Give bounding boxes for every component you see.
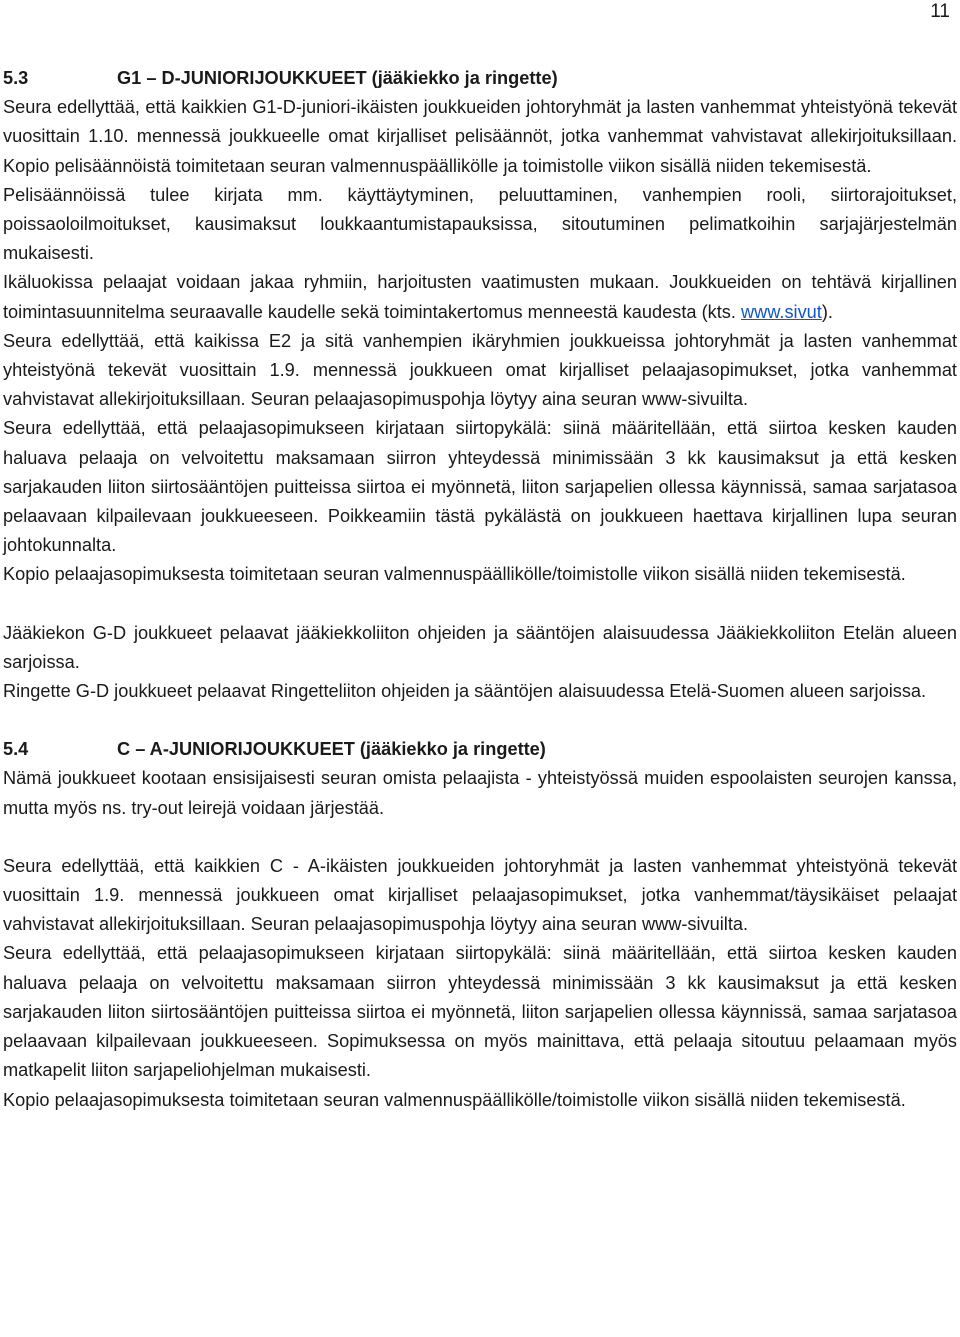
spacer: [3, 706, 957, 735]
paragraph: Pelisäännöissä tulee kirjata mm. käyttäytyminen, peluuttaminen, vanhempien rooli, siirtorajoitukset, poissaoloilmoitukset, kausimaksut loukkaantumistapauksissa, sitoutuminen pelimatkoihin sarjajärjestelmän mukaisesti.: [3, 184, 957, 264]
paragraph: Jääkiekon G-D joukkueet pelaavat jääkiekkoliiton ohjeiden ja sääntöjen alaisuudessa Jääkiekkoliiton Etelän alueen sarjoissa.: [3, 622, 957, 672]
paragraph: [3, 268, 957, 326]
spacer: [3, 590, 957, 619]
paragraph: Kopio pelaajasopimuksesta toimitetaan seuran valmennuspäällikölle/toimistolle viikon sisällä niiden tekemisestä.: [3, 564, 906, 585]
paragraph: Kopio pelaajasopimuksesta toimitetaan seuran valmennuspäällikölle/toimistolle viikon sisällä niiden tekemisestä.: [3, 1089, 906, 1110]
paragraph: Seura edellyttää, että kaikkien G1-D-juniori-ikäisten joukkueiden johtoryhmät ja lasten vanhemmat yhteistyönä tekevät vuosittain 1.10. mennessä joukkueelle omat kirjalliset pelisäännöt, jotka vanhemmat vahvistavat allekirjoituksillaan. Kopio pelisäännöistä toimitetaan seuran valmennuspäällikölle ja toimistolle viikon sisällä niiden tekemisestä.: [3, 97, 957, 176]
page-number: 11: [930, 1, 950, 22]
document-body: [3, 64, 957, 1115]
paragraph-text: Ikäluokissa pelaajat voidaan jakaa ryhmiin, harjoitusten vaatimusten mukaan. Joukkueiden on tehtävä kirjallinen toimintasuunnitelma seuraavalle kaudelle sekä toimintakertomus menneestä kaudesta (kts.: [3, 272, 957, 322]
spacer: [3, 823, 957, 852]
section-number: 5.3: [3, 68, 29, 88]
section-title: G1 – D-JUNIORIJOUKKUEET (jääkiekko ja ringette): [117, 68, 558, 88]
paragraph: Seura edellyttää, että pelaajasopimukseen kirjataan siirtopykälä: siinä määritellään, että siirtoa kesken kauden haluava pelaaja on velvoitettu maksamaan siirron yhteydessä minimissään 3 kk kausimaksut ja että kesken sarjakauden liiton siirtosääntöjen puitteissa siirtoa ei myönnetä, liiton sarjapelien ollessa käynnissä, samaa sarjatasoa pelaavaan kilpailevaan joukkueeseen. Poikkeamiin tästä pykälästä on joukkueen haettava kirjallinen lupa seuran johtokunnalta.: [3, 418, 957, 556]
paragraph: Seura edellyttää, että kaikissa E2 ja sitä vanhempien ikäryhmien joukkueissa johtoryhmät ja lasten vanhemmat yhteistyönä tekevät vuosittain 1.9. mennessä joukkueen omat kirjalliset pelaajasopimukset, jotka vanhemmat vahvistavat allekirjoituksillaan. Seuran pelaajasopimuspohja löytyy aina seuran www-sivuilta.: [3, 330, 957, 410]
paragraph: Seura edellyttää, että pelaajasopimukseen kirjataan siirtopykälä: siinä määritellään, että siirtoa kesken kauden haluava pelaaja on velvoitettu maksamaan siirron yhteydessä minimissään 3 kk kausimaksut ja että kesken sarjakauden liiton siirtosääntöjen puitteissa siirtoa ei myönnetä, liiton sarjapelien ollessa käynnissä, samaa sarjatasoa pelaavaan kilpailevaan joukkueeseen. Sopimuksessa on myös mainittava, että pelaaja sitoutuu pelaamaan myös matkapelit liiton sarjapeliohjelman mukaisesti.: [3, 943, 957, 1081]
section-heading-5-3: [3, 64, 957, 93]
paragraph: Seura edellyttää, että kaikkien C - A-ikäisten joukkueiden johtoryhmät ja lasten vanhemmat yhteistyönä tekevät vuosittain 1.9. mennessä joukkueen omat kirjalliset pelaajasopimukset, jotka vanhemmat/täysikäiset pelaajat vahvistavat allekirjoituksillaan. Seuran pelaajasopimuspohja löytyy aina seuran www-sivuilta.: [3, 855, 957, 935]
section-heading-5-4: [3, 735, 957, 764]
website-link[interactable]: www.sivut: [741, 301, 822, 322]
paragraph: Ringette G-D joukkueet pelaavat Ringetteliiton ohjeiden ja sääntöjen alaisuudessa Etelä-Suomen alueen sarjoissa.: [3, 681, 927, 702]
section-number: 5.4: [3, 739, 29, 760]
paragraph-text: ).: [821, 301, 833, 322]
section-title: C – A-JUNIORIJOUKKUEET (jääkiekko ja ringette): [117, 739, 546, 760]
paragraph: Nämä joukkueet kootaan ensisijaisesti seuran omista pelaajista - yhteistyössä muiden espoolaisten seurojen kanssa, mutta myös ns. try-out leirejä voidaan järjestää.: [3, 768, 957, 818]
